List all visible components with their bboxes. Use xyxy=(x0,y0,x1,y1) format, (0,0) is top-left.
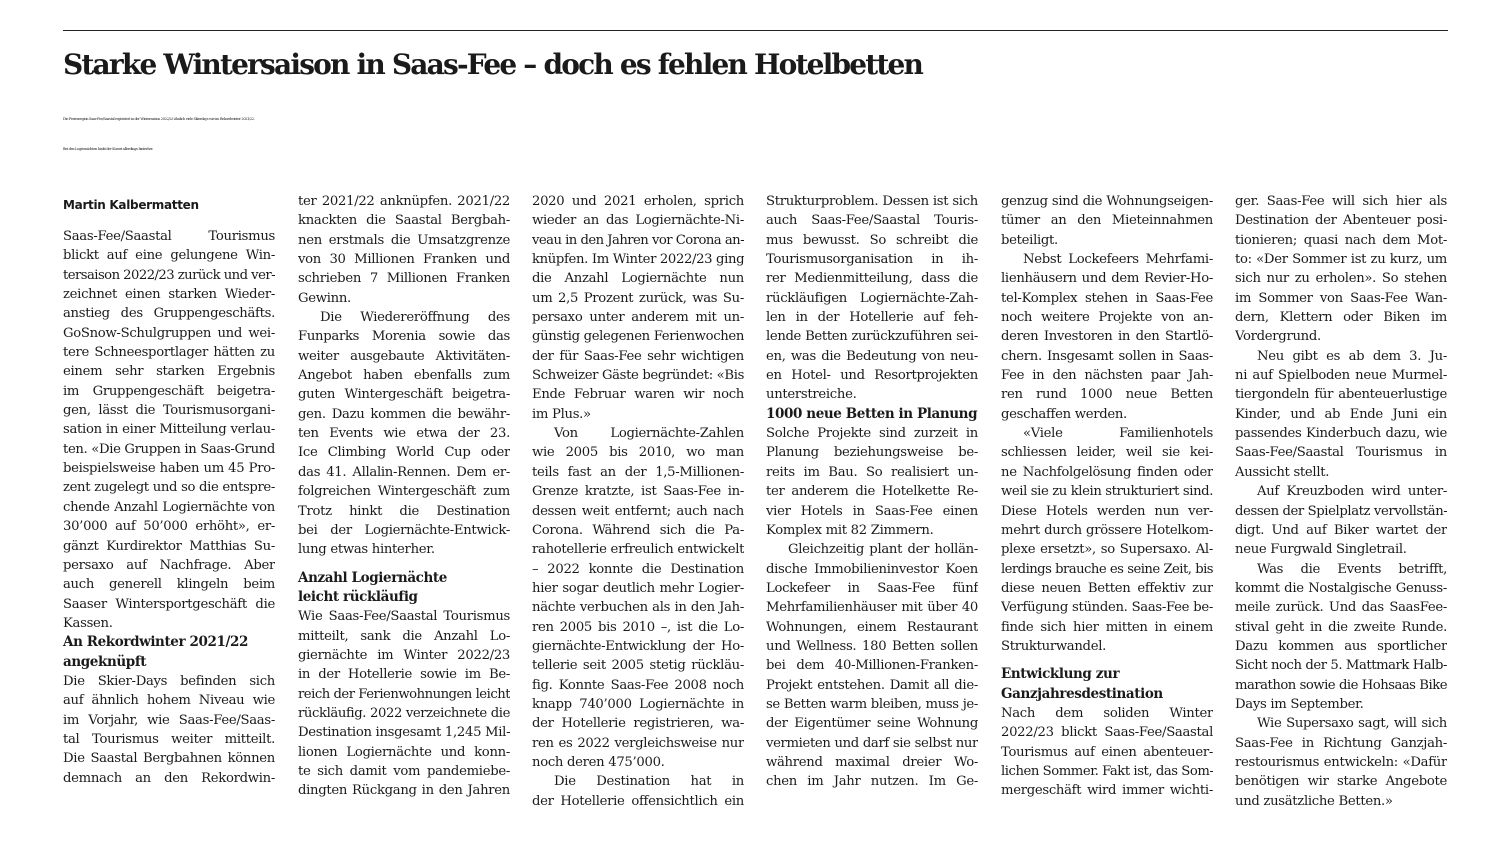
body-text-line: Saas-Fee in Richtung Ganzjah- xyxy=(1235,735,1447,751)
body-text-line: to: «Der Sommer ist zu kurz, um xyxy=(1235,252,1447,268)
article-column-3 xyxy=(532,192,744,811)
body-text-line: Saas-Fee/Saastal Tourismus in xyxy=(1235,445,1447,461)
body-text-line: en, was die Bedeutung von neu- xyxy=(766,348,978,364)
body-text-line: im Plus.» xyxy=(532,406,591,422)
body-text-line: Komplex mit 82 Zimmern. xyxy=(766,522,934,538)
body-text-line: Sicht noch der 5. Mattmark Halb- xyxy=(1235,658,1447,674)
body-text-line: Dazu kommen aus sportlicher xyxy=(1235,638,1447,654)
body-text-line: und Wellness. 180 Betten sollen xyxy=(766,638,978,654)
body-text-line: Destination insgesamt 1,245 Mil- xyxy=(298,725,510,741)
author-byline: Martin Kalbermatten xyxy=(63,198,199,212)
body-text-line: Was die Events betrifft, xyxy=(1257,561,1447,577)
subheading: leicht rückläufig xyxy=(298,588,418,605)
body-text-line: tere Schneesportlager hätten zu xyxy=(63,345,275,361)
body-text-line: ren es 2022 vergleichsweise nur xyxy=(532,735,744,751)
body-text-line: finde sich hier mitten in einem xyxy=(1001,619,1213,635)
body-text-line: guten Wintergeschäft beigetra- xyxy=(298,387,510,403)
body-text-line: dessen weit entfernt; auch nach xyxy=(532,503,744,519)
body-text-line: reits im Bau. So realisiert un- xyxy=(766,464,978,480)
article-column-6 xyxy=(1235,192,1447,811)
body-text-line: Verfügung stünden. Saas-Fee be- xyxy=(1001,600,1213,616)
body-text-line: Mehrfamilienhäuser mit über 40 xyxy=(766,600,978,616)
body-text-line: digt. Und auf Biker wartet der xyxy=(1235,522,1447,538)
body-text-line: dern, Klettern oder Biken im xyxy=(1235,310,1447,326)
body-text-line: sich nur zu erholen». So stehen xyxy=(1235,271,1447,287)
body-text-line: rückläufigen Logiernächte-Zah- xyxy=(766,290,978,306)
body-text-line: lionen Logiernächte und konn- xyxy=(298,744,510,760)
body-text-line: tionieren; quasi nach dem Mot- xyxy=(1235,232,1447,248)
article-column-5 xyxy=(1001,192,1213,801)
body-text-line: persaxo unter anderem mit un- xyxy=(532,310,744,326)
body-text-line: genzug sind die Wohnungseigen- xyxy=(1001,194,1213,209)
headline: Starke Wintersaison in Saas-Fee – doch es fehlen Hotelbetten xyxy=(63,48,923,81)
body-text-line: Gleichzeitig plant der hollän- xyxy=(788,542,978,558)
body-text-line: «Viele Familienhotels xyxy=(1023,426,1213,442)
body-text-line: Trotz hinkt die Destination xyxy=(298,503,510,519)
body-text-line: Nebst Lockefeers Mehrfami- xyxy=(1023,252,1213,268)
body-text-line: sation in einer Mitteilung verlau- xyxy=(63,422,275,438)
body-text-line: Die Saastal Bergbahnen können xyxy=(63,751,275,767)
body-text-line: schrieben 7 Millionen Franken xyxy=(298,271,510,287)
body-text-line: neue Furgwald Singletrail. xyxy=(1235,542,1407,558)
body-text-line: stival geht in die zweite Runde. xyxy=(1235,619,1447,635)
body-text-line: plexe ersetzt», so Supersaxo. Al- xyxy=(1001,542,1213,558)
top-rule xyxy=(63,30,1448,31)
body-text-line: vermieten und darf sie selbst nur xyxy=(766,735,978,751)
body-text-line: zeichnet einen starken Wieder- xyxy=(63,287,275,303)
body-text-line: günstig gelegenen Ferienwochen xyxy=(532,329,744,345)
body-text-line: wieder an das Logiernächte-Ni- xyxy=(532,213,744,229)
body-text-line: Kinder, und ab Ende Juni ein xyxy=(1235,406,1447,422)
body-text-line: mitteilt, sank die Anzahl Lo- xyxy=(298,628,510,644)
body-text-line: reich der Ferienwohnungen leicht xyxy=(298,686,510,702)
body-text-line: der Hotellerie registrieren, wa- xyxy=(532,716,744,732)
body-text-line: Angebot haben ebenfalls zum xyxy=(298,368,510,384)
body-text-line: blickt auf eine gelungene Win- xyxy=(63,248,275,264)
spacer xyxy=(1001,656,1213,665)
body-text-line: dessen der Spielplatz vervollstän- xyxy=(1235,503,1447,519)
body-text-line: restourismus entwickeln: «Dafür xyxy=(1235,754,1447,770)
body-text-line: lichen Sommer. Fakt ist, das Som- xyxy=(1001,763,1213,779)
subheading: angeknüpft xyxy=(63,653,147,670)
body-text-line: Vordergrund. xyxy=(1235,329,1321,345)
body-text-line: 2022/23 blickt Saas-Fee/Saastal xyxy=(1001,725,1213,741)
body-text-line: Die Skier-Days befinden sich xyxy=(63,673,275,689)
body-text-line: ne Nachfolgelösung finden oder xyxy=(1001,464,1213,480)
body-text-line: ter anderem die Hotelkette Re- xyxy=(766,484,978,500)
body-text-line: GoSnow-Schulgruppen und wei- xyxy=(63,325,275,341)
body-text-line: Wie Saas-Fee/Saastal Tourismus xyxy=(298,609,510,625)
body-text-line: auch Saas-Fee/Saastal Touris- xyxy=(766,213,978,229)
body-text-line: – 2022 konnte die Destination xyxy=(532,561,744,577)
body-text-line: Die Wiedereröffnung des xyxy=(320,310,510,326)
subheading: Entwicklung zur xyxy=(1001,666,1120,683)
body-text-line: ten. «Die Gruppen in Saas-Grund xyxy=(63,441,275,457)
body-text-line: gänzt Kurdirektor Matthias Su- xyxy=(63,538,275,554)
body-text-line: Destination der Abenteuer posi- xyxy=(1235,213,1447,229)
body-text-line: knapp 740’000 Logiernächte in xyxy=(532,696,744,712)
body-text-line: schliessen leider, weil sie kei- xyxy=(1001,445,1213,461)
body-text-line: ger. Saas-Fee will sich hier als xyxy=(1235,194,1447,209)
body-text-line: deren Investoren in den Startlö- xyxy=(1001,329,1213,345)
lead-paragraph xyxy=(63,104,1463,164)
body-text-line: ren 2005 bis 2010 –, ist die Lo- xyxy=(532,619,744,635)
spacer xyxy=(298,560,510,569)
body-text-line: Saas-Fee/Saastal Tourismus xyxy=(63,229,275,244)
body-text-line: geschaffen werden. xyxy=(1001,406,1127,422)
body-text-line: Ice Climbing World Cup oder xyxy=(298,445,510,461)
subheading: Anzahl Logiernächte xyxy=(298,569,447,586)
body-text-line: giernächte im Winter 2022/23 xyxy=(298,647,510,663)
body-text-line: noch weitere Projekte von an- xyxy=(1001,310,1213,326)
body-text-line: folgreichen Wintergeschäft zum xyxy=(298,484,510,500)
body-text-line: knackten die Saastal Bergbah- xyxy=(298,213,510,229)
article-column-4 xyxy=(766,192,978,792)
body-text-line: tersaison 2022/23 zurück und ver- xyxy=(63,267,275,283)
subheading: 1000 neue Betten in Planung xyxy=(766,405,978,422)
body-text-line: giernächte-Entwicklung der Ho- xyxy=(532,638,744,654)
body-text-line: gen, lässt die Tourismusorgani- xyxy=(63,403,275,419)
body-text-line: kommt die Nostalgische Genuss- xyxy=(1235,580,1447,596)
body-text-line: nen erstmals die Umsatzgrenze xyxy=(298,232,510,248)
body-text-line: Saaser Wintersportgeschäft die xyxy=(63,596,275,612)
body-text-line: in der Hotellerie sowie im Be- xyxy=(298,667,510,683)
body-text-line: der für Saas-Fee sehr wichtigen xyxy=(532,348,744,364)
body-text-line: und zusätzliche Betten.» xyxy=(1235,793,1393,809)
body-text-line: Lockefeer in Saas-Fee fünf xyxy=(766,580,978,596)
body-text-line: Von Logiernächte-Zahlen xyxy=(554,426,744,442)
body-text-line: der Hotellerie offensichtlich ein xyxy=(532,793,744,809)
body-text-line: beteiligt. xyxy=(1001,232,1058,248)
body-text-line: zent zugelegt und so die entspre- xyxy=(63,480,275,496)
body-text-line: Fee in den nächsten paar Jah- xyxy=(1001,368,1213,384)
body-text-line: Tourismus auf einen abenteuer- xyxy=(1001,744,1213,760)
body-text-line: tellerie seit 2005 stetig rückläu- xyxy=(532,658,744,674)
body-text-line: Projekt entstehen. Damit all die- xyxy=(766,677,978,693)
body-text-line: dingten Rückgang in den Jahren xyxy=(298,783,510,799)
body-text-line: passendes Kinderbuch dazu, wie xyxy=(1235,426,1447,442)
body-text-line: Strukturproblem. Dessen ist sich xyxy=(766,194,978,209)
body-text-line: chen im Jahr nutzen. Im Ge- xyxy=(766,774,978,790)
article-column-1 xyxy=(63,192,275,788)
body-text-line: auch generell klingeln beim xyxy=(63,577,275,593)
body-text-line: ni auf Spielboden neue Murmel- xyxy=(1235,368,1447,384)
body-text-line: Solche Projekte sind zurzeit in xyxy=(766,426,978,442)
body-text-line: diese neuen Betten effektiv zur xyxy=(1001,580,1213,596)
body-text-line: mehrt durch grössere Hotelkom- xyxy=(1001,522,1213,538)
body-text-line: Planung beziehungsweise be- xyxy=(766,445,978,461)
body-text-line: lerdings brauche es seine Zeit, bis xyxy=(1001,561,1213,577)
body-text-line: dische Immobilieninvestor Koen xyxy=(766,561,978,577)
body-text-line: mergeschäft wird immer wichti- xyxy=(1001,783,1213,799)
body-text-line: Gewinn. xyxy=(298,290,351,306)
body-text-line: persaxo auf Nachfrage. Aber xyxy=(63,557,275,573)
body-text-line: fig. Konnte Saas-Fee 2008 noch xyxy=(532,677,744,693)
body-text-line: die Anzahl Logiernächte nun xyxy=(532,271,744,287)
body-text-line: rahotellerie erfreulich entwickelt xyxy=(532,542,744,558)
spacer xyxy=(63,218,275,227)
body-text-line: 30’000 auf 50’000 erhöht», er- xyxy=(63,519,275,535)
article-column-2 xyxy=(298,192,510,801)
body-text-line: teils fast an der 1,5-Millionen- xyxy=(532,464,744,480)
body-text-line: Wie Supersaxo sagt, will sich xyxy=(1257,716,1447,732)
body-text-line: einem sehr starken Ergebnis xyxy=(63,364,275,380)
body-text-line: mus bewusst. So schreibt die xyxy=(766,232,978,248)
body-text-line: Corona. Während sich die Pa- xyxy=(532,522,744,538)
body-text-line: tal Tourismus weiter mitteilt. xyxy=(63,731,275,747)
body-text-line: chern. Insgesamt sollen in Saas- xyxy=(1001,348,1213,364)
body-text-line: bei dem 40-Millionen-Franken- xyxy=(766,658,978,674)
body-text-line: das 41. Allalin-Rennen. Dem er- xyxy=(298,464,510,480)
body-text-line: Die Destination hat in xyxy=(554,774,744,790)
body-text-line: Grenze kratzte, ist Saas-Fee in- xyxy=(532,484,744,500)
body-text-line: Diese Hotels werden nun ver- xyxy=(1001,503,1213,519)
body-text-line: der Eigentümer seine Wohnung xyxy=(766,716,978,732)
body-text-line: Funparks Morenia sowie das xyxy=(298,329,510,345)
lead-line: Die Ferienregion Saas-Fee/Saastal registriert in der Wintersaison 2022/23 ähnlich viele Skierdays wie im Rekordwinter 2021/22. xyxy=(63,117,255,121)
body-text-line: gen. Dazu kommen die bewähr- xyxy=(298,406,510,422)
body-text-line: vier Hotels in Saas-Fee einen xyxy=(766,503,978,519)
body-text-line: Aussicht stellt. xyxy=(1235,464,1330,480)
body-text-line: Nach dem soliden Winter xyxy=(1001,705,1213,721)
body-text-line: während maximal dreier Wo- xyxy=(766,754,978,770)
body-text-line: wie 2005 bis 2010, wo man xyxy=(532,445,744,461)
body-text-line: marathon sowie die Hohsaas Bike xyxy=(1235,677,1447,693)
body-text-line: 2020 und 2021 erholen, sprich xyxy=(532,194,744,209)
body-text-line: lung etwas hinterher. xyxy=(298,542,435,558)
body-text-line: te sich damit vom pandemiebe- xyxy=(298,763,510,779)
body-text-line: tel-Komplex stehen in Saas-Fee xyxy=(1001,290,1213,306)
body-text-line: auf ähnlich hohem Niveau wie xyxy=(63,693,275,709)
body-text-line: von 30 Millionen Franken und xyxy=(298,252,510,268)
body-text-line: um 2,5 Prozent zurück, was Su- xyxy=(532,290,744,306)
body-text-line: Kassen. xyxy=(63,615,113,631)
body-text-line: unterstreiche. xyxy=(766,387,857,403)
body-text-line: se Betten warm bleiben, muss je- xyxy=(766,696,978,712)
body-text-line: en Hotel- und Resortprojekten xyxy=(766,368,978,384)
body-text-line: nächte verbuchen als in den Jah- xyxy=(532,600,744,616)
body-text-line: rer Medienmitteilung, dass die xyxy=(766,271,978,287)
body-text-line: noch deren 475’000. xyxy=(532,754,665,770)
body-text-line: Neu gibt es ab dem 3. Ju- xyxy=(1257,348,1447,364)
body-text-line: tiergondeln für abenteuerlustige xyxy=(1235,387,1447,403)
lead-line: Bei den Logiernächten hinkt der Kurort allerdings hinterher. xyxy=(63,147,153,151)
body-text-line: ren rund 1000 neue Betten xyxy=(1001,387,1213,403)
body-text-line: anstieg des Gruppengeschäfts. xyxy=(63,306,275,322)
body-text-line: demnach an den Rekordwin- xyxy=(63,770,275,786)
body-text-line: Schweizer Gäste begründet: «Bis xyxy=(532,368,744,384)
body-text-line: bei der Logiernächte-Entwick- xyxy=(298,522,510,538)
body-text-line: weil sie zu klein strukturiert sind. xyxy=(1001,484,1213,500)
body-text-line: hier sogar deutlich mehr Logier- xyxy=(532,580,744,596)
body-text-line: Days im September. xyxy=(1235,696,1364,712)
body-text-line: Wohnungen, einem Restaurant xyxy=(766,619,978,635)
body-text-line: ter 2021/22 anknüpfen. 2021/22 xyxy=(298,194,510,209)
body-text-line: Auf Kreuzboden wird unter- xyxy=(1257,484,1447,500)
body-text-line: Ende Februar waren wir noch xyxy=(532,387,744,403)
body-text-line: meile zurück. Und das SaasFee- xyxy=(1235,600,1447,616)
body-text-line: lienhäusern und dem Revier-Ho- xyxy=(1001,271,1213,287)
body-text-line: rückläufig. 2022 verzeichnete die xyxy=(298,705,510,721)
subheading: An Rekordwinter 2021/22 xyxy=(63,634,249,651)
body-text-line: im Gruppengeschäft beigetra- xyxy=(63,383,275,399)
body-text-line: Strukturwandel. xyxy=(1001,638,1107,654)
body-text-line: tümer an den Mieteinnahmen xyxy=(1001,213,1213,229)
body-text-line: veau in den Jahren vor Corona an- xyxy=(532,232,744,248)
body-text-line: im Vorjahr, wie Saas-Fee/Saas- xyxy=(63,712,275,728)
body-text-line: len in der Hotellerie auf feh- xyxy=(766,310,978,326)
body-text-line: knüpfen. Im Winter 2022/23 ging xyxy=(532,252,744,268)
body-text-line: im Sommer von Saas-Fee Wan- xyxy=(1235,290,1447,306)
body-text-line: benötigen wir starke Angebote xyxy=(1235,774,1447,790)
body-text-line: weiter ausgebaute Aktivitäten- xyxy=(298,348,510,364)
subheading: Ganzjahresdestination xyxy=(1001,685,1163,702)
body-text-line: beispielsweise haben um 45 Pro- xyxy=(63,461,275,477)
body-text-line: chende Anzahl Logiernächte von xyxy=(63,499,275,515)
body-text-line: ten Events wie etwa der 23. xyxy=(298,426,510,442)
body-text-line: lende Betten zurückzuführen sei- xyxy=(766,329,978,345)
body-text-line: Tourismusorganisation in ih- xyxy=(766,252,978,268)
